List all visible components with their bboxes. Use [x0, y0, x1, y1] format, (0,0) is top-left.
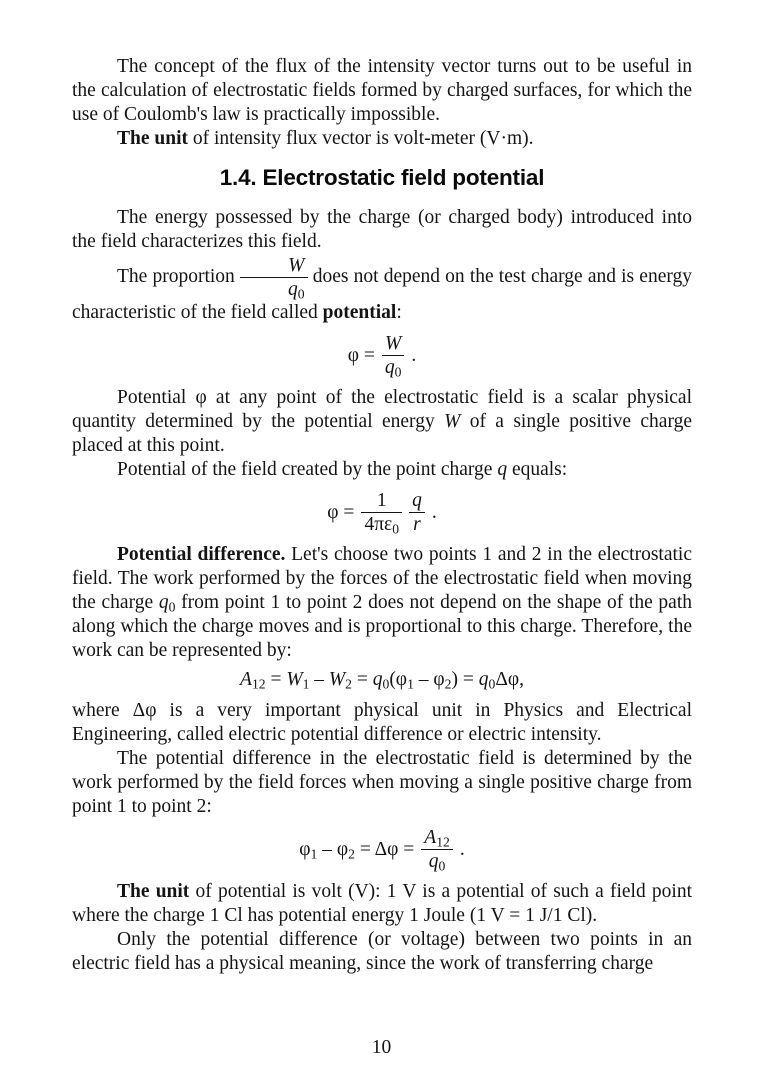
paragraph-pot-diff-determined: The potential difference in the electrostatic field is determined by the work performed by the field forces when moving a single positive charge from point 1 to point 2: — [72, 748, 692, 817]
fraction — [382, 332, 405, 379]
bold-run-potential-difference: Potential difference. — [117, 544, 286, 565]
paragraph-unit-potential — [72, 880, 692, 928]
text-run: Let's choose two points 1 and 2 in the electrostatic field. The work performed by the forces of the electrostatic field when moving the charge $q_0$ from point 1 to point 2 does not depend on the shape of the path along which the charge moves and is proportional to this charge. Therefore, the work can be represented by: — [72, 544, 693, 661]
paragraph-flux-concept: The concept of the flux of the intensity vector turns out to be useful in the calculation of electrostatic fields formed by charged surfaces, for which the use of Coulomb's law is practically impossible. — [72, 56, 692, 125]
text-run: of potential is volt (V): 1 V is a potential of such a field point where the charge 1 Cl has potential energy 1 Joule (1 V = 1 J/1 Cl). — [72, 881, 692, 926]
formula-work: $A_{12} = W_1 - W_2 = q_0(\varphi_1 - \varphi_2) = q_0\Delta\varphi$, — [240, 669, 524, 692]
text-run: : — [396, 302, 402, 323]
formula-lhs: φ = — [327, 501, 355, 523]
page-number: 10 — [371, 1037, 392, 1058]
formula-lhs: φ = — [347, 344, 375, 366]
bold-run-potential: potential — [322, 302, 397, 323]
bold-run-the-unit: The unit — [117, 881, 190, 902]
paragraph-where-delta-phi: where Δφ is a very important physical unit in Physics and Electrical Engineering, called electric potential difference or electric intensity. — [72, 700, 692, 745]
formula-tail: . — [431, 501, 437, 523]
fraction-denominator: $q_0$ — [382, 355, 405, 379]
paragraph-only-potential: Only the potential difference (or voltage) between two points in an electric field has a physical meaning, since the work of transferring charge — [72, 929, 692, 974]
fraction-denominator: $q_0$ — [240, 277, 308, 301]
formula-potential-definition — [72, 332, 692, 379]
section-heading: 1.4. Electrostatic field potential — [219, 165, 545, 190]
paragraph-point-charge: Potential of the field created by the point charge q equals: — [117, 459, 568, 480]
bold-run-the-unit: The unit — [117, 128, 188, 149]
fraction — [421, 826, 453, 873]
fraction-numerator: $A_{12}$ — [424, 827, 450, 850]
paragraph-potential-scalar: Potential φ at any point of the electrostatic field is a scalar physical quantity determined by the potential energy W of a single positive charge placed at this point. — [72, 387, 692, 456]
fraction-denominator: $q_0$ — [421, 849, 453, 873]
formula-potential-difference — [72, 826, 692, 873]
text-run: does not depend on the test charge and is energy characteristic of the field called — [72, 265, 693, 323]
formula-lhs: $\varphi_1 - \varphi_2 = \Delta\varphi$ = — [299, 838, 415, 861]
fraction-numerator: q — [412, 490, 422, 511]
formula-tail: . — [411, 344, 417, 366]
text-run: The proportion — [117, 265, 240, 287]
fraction — [409, 489, 425, 536]
fraction-numerator: W — [288, 255, 305, 276]
paragraph-energy-intro: The energy possessed by the charge (or charged body) introduced into the field characterizes this field. — [72, 207, 692, 252]
fraction-denominator: $4\pi\varepsilon_0$ — [361, 512, 402, 536]
fraction — [361, 489, 402, 536]
fraction-denominator: r — [409, 512, 425, 536]
inline-fraction — [240, 254, 308, 301]
fraction-numerator: 1 — [376, 490, 387, 511]
formula-tail: . — [459, 838, 465, 860]
paragraph-proportion — [72, 254, 692, 325]
text-run: of intensity flux vector is volt-meter (V·m). — [187, 128, 534, 149]
formula-point-charge-potential — [72, 489, 692, 536]
paragraph-unit-flux — [72, 127, 692, 151]
fraction-numerator: W — [385, 333, 402, 354]
paragraph-potential-difference — [72, 543, 692, 663]
